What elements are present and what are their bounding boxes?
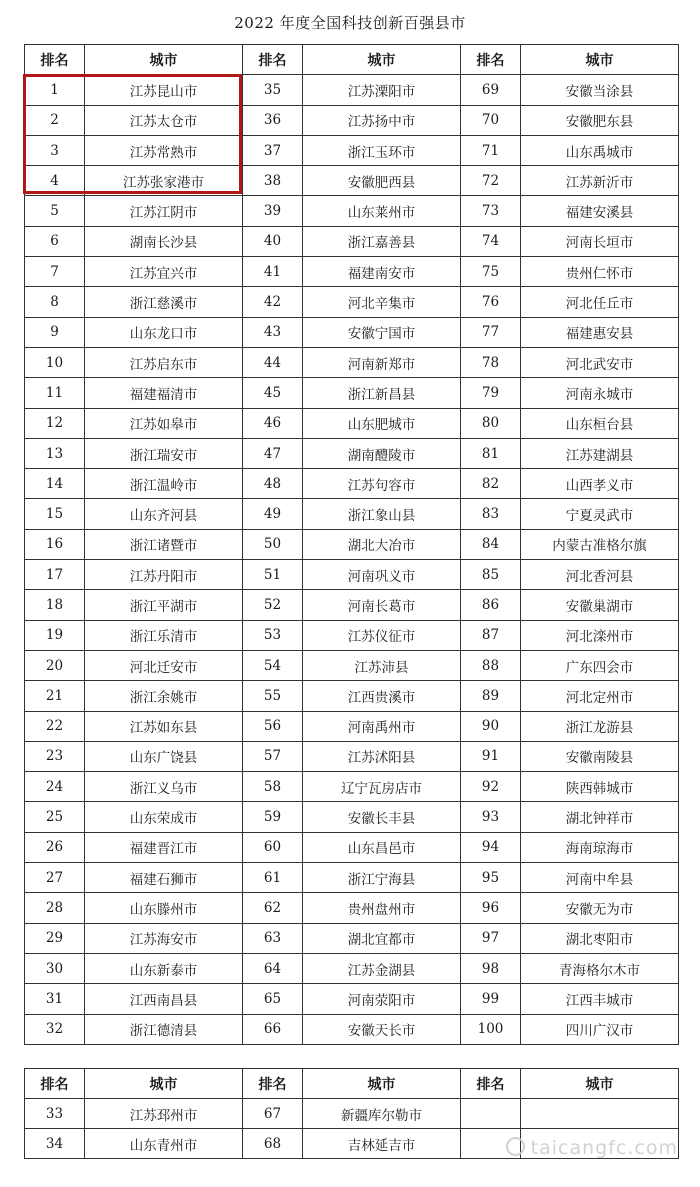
rank-cell: 24 — [25, 772, 85, 802]
rank-cell: 7 — [25, 257, 85, 287]
city-cell: 河北辛集市 — [303, 287, 461, 317]
city-cell: 浙江新昌县 — [303, 378, 461, 408]
city-cell: 山东龙口市 — [85, 317, 243, 347]
city-cell: 江苏新沂市 — [521, 166, 679, 196]
city-cell: 贵州仁怀市 — [521, 257, 679, 287]
city-cell: 河南长葛市 — [303, 590, 461, 620]
rank-header: 排名 — [25, 45, 85, 75]
city-cell: 福建南安市 — [303, 257, 461, 287]
table-row — [25, 1014, 679, 1044]
rank-cell: 66 — [243, 1014, 303, 1044]
rank-cell: 61 — [243, 863, 303, 893]
rank-cell: 35 — [243, 75, 303, 105]
city-cell: 浙江德清县 — [85, 1014, 243, 1044]
table-row — [25, 1099, 679, 1129]
rank-cell: 49 — [243, 499, 303, 529]
city-cell: 浙江象山县 — [303, 499, 461, 529]
city-cell: 湖北宜都市 — [303, 923, 461, 953]
table-row — [25, 560, 679, 590]
city-cell: 浙江义乌市 — [85, 772, 243, 802]
rank-cell: 1 — [25, 75, 85, 105]
rank-cell: 72 — [461, 166, 521, 196]
rank-header: 排名 — [461, 1069, 521, 1099]
table-row — [25, 711, 679, 741]
city-cell: 吉林延吉市 — [303, 1129, 461, 1159]
rank-cell: 82 — [461, 469, 521, 499]
city-cell: 山东莱州市 — [303, 196, 461, 226]
rank-header: 排名 — [461, 45, 521, 75]
table-row — [25, 287, 679, 317]
rank-cell: 17 — [25, 560, 85, 590]
city-cell: 山东昌邑市 — [303, 832, 461, 862]
rank-cell: 67 — [243, 1099, 303, 1129]
table-row — [25, 438, 679, 468]
rank-cell: 26 — [25, 832, 85, 862]
city-cell: 河北滦州市 — [521, 620, 679, 650]
rank-cell: 13 — [25, 438, 85, 468]
table-row — [25, 772, 679, 802]
rank-cell: 27 — [25, 863, 85, 893]
rank-cell: 88 — [461, 650, 521, 680]
rank-cell: 76 — [461, 287, 521, 317]
rank-header: 排名 — [243, 45, 303, 75]
rank-cell: 38 — [243, 166, 303, 196]
city-cell: 山东禹城市 — [521, 135, 679, 165]
table-header-row — [25, 45, 679, 75]
rank-cell: 65 — [243, 984, 303, 1014]
rank-cell: 79 — [461, 378, 521, 408]
city-cell: 安徽肥东县 — [521, 105, 679, 135]
city-cell: 湖北钟祥市 — [521, 802, 679, 832]
rank-cell: 22 — [25, 711, 85, 741]
city-cell: 河北香河县 — [521, 560, 679, 590]
city-cell: 海南琼海市 — [521, 832, 679, 862]
rank-cell: 59 — [243, 802, 303, 832]
city-cell: 江苏沭阳县 — [303, 741, 461, 771]
table-row — [25, 741, 679, 771]
city-cell: 浙江乐清市 — [85, 620, 243, 650]
rank-cell: 29 — [25, 923, 85, 953]
city-cell — [521, 1099, 679, 1129]
table-header-row — [25, 1069, 679, 1099]
rank-cell: 95 — [461, 863, 521, 893]
rank-cell: 18 — [25, 590, 85, 620]
city-cell: 江苏丹阳市 — [85, 560, 243, 590]
city-header: 城市 — [85, 45, 243, 75]
city-cell: 山东齐河县 — [85, 499, 243, 529]
watermark — [506, 1137, 678, 1159]
table-row — [25, 802, 679, 832]
city-cell: 安徽宁国市 — [303, 317, 461, 347]
city-cell: 安徽长丰县 — [303, 802, 461, 832]
rank-cell: 77 — [461, 317, 521, 347]
rank-cell: 94 — [461, 832, 521, 862]
city-cell: 江西南昌县 — [85, 984, 243, 1014]
city-cell: 河北任丘市 — [521, 287, 679, 317]
city-cell: 湖南长沙县 — [85, 226, 243, 256]
table-row — [25, 590, 679, 620]
rank-cell: 45 — [243, 378, 303, 408]
city-cell: 江苏昆山市 — [85, 75, 243, 105]
table-row — [25, 893, 679, 923]
table-row — [25, 499, 679, 529]
rank-cell: 6 — [25, 226, 85, 256]
city-cell: 福建晋江市 — [85, 832, 243, 862]
rank-cell: 9 — [25, 317, 85, 347]
city-header: 城市 — [85, 1069, 243, 1099]
rank-cell: 52 — [243, 590, 303, 620]
rank-cell: 46 — [243, 408, 303, 438]
city-cell: 辽宁瓦房店市 — [303, 772, 461, 802]
city-cell: 广东四会市 — [521, 650, 679, 680]
city-cell: 福建石狮市 — [85, 863, 243, 893]
rank-cell: 93 — [461, 802, 521, 832]
rank-cell: 53 — [243, 620, 303, 650]
city-header: 城市 — [521, 45, 679, 75]
rank-cell: 10 — [25, 347, 85, 377]
watermark-logo-icon — [506, 1137, 525, 1156]
city-cell: 安徽当涂县 — [521, 75, 679, 105]
rank-cell: 5 — [25, 196, 85, 226]
city-cell: 福建福清市 — [85, 378, 243, 408]
city-cell: 安徽无为市 — [521, 893, 679, 923]
table-row — [25, 75, 679, 105]
city-cell: 浙江诸暨市 — [85, 529, 243, 559]
rank-cell: 64 — [243, 953, 303, 983]
table-row — [25, 105, 679, 135]
city-cell: 山东滕州市 — [85, 893, 243, 923]
table-row — [25, 135, 679, 165]
city-cell: 湖北大冶市 — [303, 529, 461, 559]
city-cell: 浙江温岭市 — [85, 469, 243, 499]
city-cell: 安徽天长市 — [303, 1014, 461, 1044]
rank-cell: 84 — [461, 529, 521, 559]
rank-cell: 21 — [25, 681, 85, 711]
rank-cell: 73 — [461, 196, 521, 226]
city-cell: 山东肥城市 — [303, 408, 461, 438]
rank-cell: 2 — [25, 105, 85, 135]
table-row — [25, 923, 679, 953]
city-cell: 安徽巢湖市 — [521, 590, 679, 620]
city-cell: 江苏启东市 — [85, 347, 243, 377]
city-cell: 江苏如皋市 — [85, 408, 243, 438]
city-header: 城市 — [521, 1069, 679, 1099]
city-cell: 江苏江阴市 — [85, 196, 243, 226]
city-cell: 浙江瑞安市 — [85, 438, 243, 468]
city-cell: 浙江嘉善县 — [303, 226, 461, 256]
rank-cell: 16 — [25, 529, 85, 559]
city-cell: 内蒙古准格尔旗 — [521, 529, 679, 559]
city-cell: 江苏常熟市 — [85, 135, 243, 165]
rank-cell: 25 — [25, 802, 85, 832]
city-cell: 山西孝义市 — [521, 469, 679, 499]
city-cell: 浙江慈溪市 — [85, 287, 243, 317]
rank-cell: 32 — [25, 1014, 85, 1044]
rank-cell: 69 — [461, 75, 521, 105]
rank-cell: 37 — [243, 135, 303, 165]
city-cell: 河北迁安市 — [85, 650, 243, 680]
rank-cell: 68 — [243, 1129, 303, 1159]
rank-cell: 19 — [25, 620, 85, 650]
city-cell: 江苏海安市 — [85, 923, 243, 953]
city-cell: 陕西韩城市 — [521, 772, 679, 802]
table-row — [25, 196, 679, 226]
rank-cell: 40 — [243, 226, 303, 256]
rank-cell: 43 — [243, 317, 303, 347]
city-header: 城市 — [303, 45, 461, 75]
table-row — [25, 953, 679, 983]
table-row — [25, 650, 679, 680]
table-row — [25, 166, 679, 196]
rank-cell: 91 — [461, 741, 521, 771]
rank-cell: 44 — [243, 347, 303, 377]
rank-cell: 28 — [25, 893, 85, 923]
table-row — [25, 863, 679, 893]
city-cell: 安徽南陵县 — [521, 741, 679, 771]
city-cell: 山东荣成市 — [85, 802, 243, 832]
rank-cell: 54 — [243, 650, 303, 680]
city-cell: 江苏溧阳市 — [303, 75, 461, 105]
city-cell: 新疆库尔勒市 — [303, 1099, 461, 1129]
city-cell: 山东青州市 — [85, 1129, 243, 1159]
rank-cell: 63 — [243, 923, 303, 953]
table-row — [25, 469, 679, 499]
rank-cell: 47 — [243, 438, 303, 468]
table-row — [25, 226, 679, 256]
rank-cell: 4 — [25, 166, 85, 196]
table-row — [25, 620, 679, 650]
rank-header: 排名 — [25, 1069, 85, 1099]
city-cell: 河北武安市 — [521, 347, 679, 377]
rank-cell: 81 — [461, 438, 521, 468]
rank-cell: 86 — [461, 590, 521, 620]
rank-cell: 23 — [25, 741, 85, 771]
rank-cell: 55 — [243, 681, 303, 711]
rank-cell: 51 — [243, 560, 303, 590]
city-cell: 江苏句容市 — [303, 469, 461, 499]
city-cell: 福建惠安县 — [521, 317, 679, 347]
rank-cell: 33 — [25, 1099, 85, 1129]
rank-header: 排名 — [243, 1069, 303, 1099]
rank-cell: 80 — [461, 408, 521, 438]
rank-cell: 8 — [25, 287, 85, 317]
city-cell: 浙江龙游县 — [521, 711, 679, 741]
city-cell: 浙江余姚市 — [85, 681, 243, 711]
city-cell: 江苏仪征市 — [303, 620, 461, 650]
rank-cell: 70 — [461, 105, 521, 135]
rank-cell: 31 — [25, 984, 85, 1014]
rank-cell: 58 — [243, 772, 303, 802]
rank-cell: 57 — [243, 741, 303, 771]
city-cell: 福建安溪县 — [521, 196, 679, 226]
watermark-text: taicangfc.com — [530, 1137, 678, 1159]
city-cell: 江苏沛县 — [303, 650, 461, 680]
rank-cell: 96 — [461, 893, 521, 923]
rank-cell: 62 — [243, 893, 303, 923]
rank-cell: 74 — [461, 226, 521, 256]
city-header: 城市 — [303, 1069, 461, 1099]
city-cell: 浙江宁海县 — [303, 863, 461, 893]
city-cell: 河南荥阳市 — [303, 984, 461, 1014]
city-cell: 河北定州市 — [521, 681, 679, 711]
table-row — [25, 378, 679, 408]
city-cell: 河南禹州市 — [303, 711, 461, 741]
rank-cell: 83 — [461, 499, 521, 529]
rank-cell: 78 — [461, 347, 521, 377]
rank-cell: 48 — [243, 469, 303, 499]
table-row — [25, 347, 679, 377]
city-cell: 宁夏灵武市 — [521, 499, 679, 529]
rank-cell: 15 — [25, 499, 85, 529]
rank-cell: 14 — [25, 469, 85, 499]
rank-cell: 3 — [25, 135, 85, 165]
rank-cell: 20 — [25, 650, 85, 680]
rank-cell: 97 — [461, 923, 521, 953]
table-row — [25, 832, 679, 862]
rank-cell: 12 — [25, 408, 85, 438]
rank-cell: 75 — [461, 257, 521, 287]
rank-cell: 71 — [461, 135, 521, 165]
rank-cell: 90 — [461, 711, 521, 741]
city-cell: 湖北枣阳市 — [521, 923, 679, 953]
city-cell: 江西贵溪市 — [303, 681, 461, 711]
rank-cell — [461, 1099, 521, 1129]
rank-cell: 92 — [461, 772, 521, 802]
city-cell: 河南巩义市 — [303, 560, 461, 590]
city-cell: 河南中牟县 — [521, 863, 679, 893]
city-cell: 江苏宜兴市 — [85, 257, 243, 287]
rank-cell: 36 — [243, 105, 303, 135]
rank-cell: 50 — [243, 529, 303, 559]
city-cell: 江苏太仓市 — [85, 105, 243, 135]
city-cell: 贵州盘州市 — [303, 893, 461, 923]
table-row — [25, 317, 679, 347]
rank-cell: 60 — [243, 832, 303, 862]
table-row — [25, 681, 679, 711]
city-cell: 山东广饶县 — [85, 741, 243, 771]
city-cell: 江苏如东县 — [85, 711, 243, 741]
city-cell: 青海格尔木市 — [521, 953, 679, 983]
city-cell: 安徽肥西县 — [303, 166, 461, 196]
rank-cell: 30 — [25, 953, 85, 983]
rank-cell: 41 — [243, 257, 303, 287]
city-cell: 浙江玉环市 — [303, 135, 461, 165]
rank-cell: 42 — [243, 287, 303, 317]
city-cell: 山东桓台县 — [521, 408, 679, 438]
city-cell: 江苏金湖县 — [303, 953, 461, 983]
city-cell: 江苏邳州市 — [85, 1099, 243, 1129]
city-cell: 江苏张家港市 — [85, 166, 243, 196]
rank-cell: 87 — [461, 620, 521, 650]
rank-cell: 85 — [461, 560, 521, 590]
rank-cell: 39 — [243, 196, 303, 226]
rank-cell: 34 — [25, 1129, 85, 1159]
city-cell: 河南新郑市 — [303, 347, 461, 377]
table-row — [25, 529, 679, 559]
rank-cell: 99 — [461, 984, 521, 1014]
city-cell: 四川广汉市 — [521, 1014, 679, 1044]
rank-cell: 89 — [461, 681, 521, 711]
city-cell: 河南长垣市 — [521, 226, 679, 256]
page-title: 2022 年度全国科技创新百强县市 — [234, 14, 466, 32]
table-row — [25, 984, 679, 1014]
table-row — [25, 257, 679, 287]
city-cell: 浙江平湖市 — [85, 590, 243, 620]
city-cell: 江苏建湖县 — [521, 438, 679, 468]
rank-cell: 100 — [461, 1014, 521, 1044]
rank-cell: 56 — [243, 711, 303, 741]
city-cell: 湖南醴陵市 — [303, 438, 461, 468]
city-cell: 河南永城市 — [521, 378, 679, 408]
rank-cell: 98 — [461, 953, 521, 983]
rank-cell: 11 — [25, 378, 85, 408]
rankings-table-main — [24, 44, 679, 1045]
city-cell: 江西丰城市 — [521, 984, 679, 1014]
table-row — [25, 408, 679, 438]
city-cell: 山东新泰市 — [85, 953, 243, 983]
city-cell: 江苏扬中市 — [303, 105, 461, 135]
